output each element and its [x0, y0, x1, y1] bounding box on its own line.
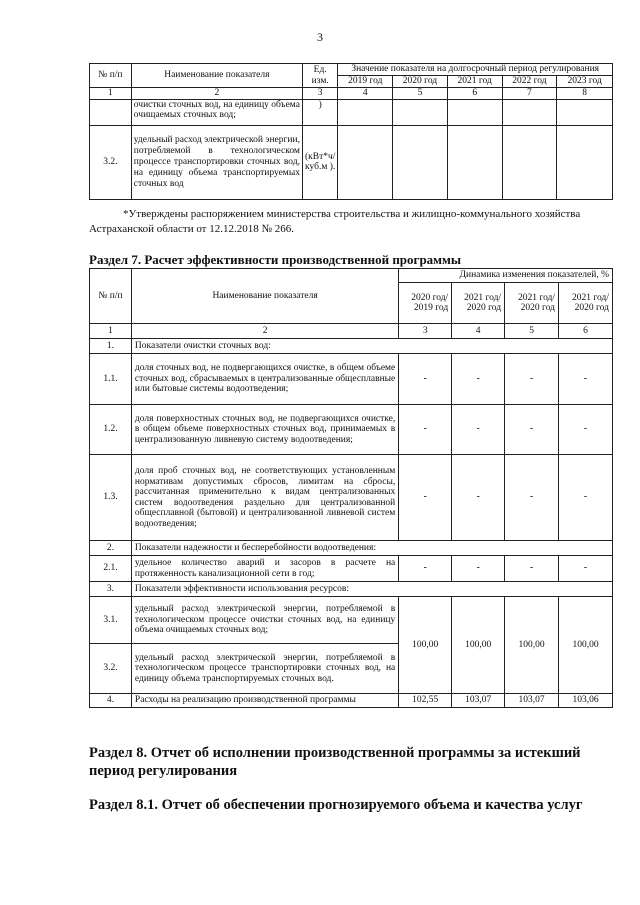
col-number: 1	[90, 324, 132, 339]
table-row	[90, 597, 613, 644]
row-value: 103,06	[559, 694, 613, 708]
col-number: 7	[502, 88, 557, 100]
page-number: 3	[317, 30, 323, 44]
row-num: 1.1.	[90, 354, 132, 405]
row-value: -	[505, 354, 559, 405]
row-value: -	[505, 455, 559, 541]
header-num: № п/п	[90, 64, 132, 88]
col-number: 1	[90, 88, 132, 100]
section-7-title: Раздел 7. Расчет эффективности производственной программы	[89, 252, 462, 267]
row-name: удельный расход электрической энергии, потребляемой в технологическом процессе транспортировки сточных вод, на единицу объема транспортируемых сточных вод.	[131, 644, 398, 694]
group-row	[90, 582, 613, 597]
merged-value: 100,00	[559, 597, 613, 694]
row-name: доля сточных вод, не подвергающихся очистке, в общем объеме сточных вод, сбрасываемых в централизованные общесплавные или бытовые системы водоотведения;	[131, 354, 398, 405]
col-number: 5	[393, 88, 448, 100]
row-num: 3.2.	[90, 644, 132, 694]
group-row	[90, 339, 613, 354]
row-unit: )	[302, 99, 337, 125]
row-num: 1.2.	[90, 405, 132, 455]
row-name: доля поверхностных сточных вод, не подвергающихся очистке, в общем объеме поверхностных сточных вод, принимаемых в централизованную ливневую систему водоотведения;	[131, 405, 398, 455]
table-row	[90, 694, 613, 708]
row-num: 3.1.	[90, 597, 132, 644]
column-numbers-row	[90, 324, 613, 339]
row-name: удельный расход электрической энергии, потребляемой в технологическом процессе транспортировки сточных вод, на единицу объема транспортируемых сточных вод	[131, 125, 302, 199]
row-num: 3.2.	[90, 125, 132, 199]
table-row	[90, 99, 613, 125]
col-number: 3	[399, 324, 452, 339]
row-num: 4.	[90, 694, 132, 708]
target-values-table	[89, 63, 613, 200]
row-name: доля проб сточных вод, не соответствующих установленным нормативам допустимых сбросов, лимитам на сбросы, рассчитанная применительно к видам централизованных систем водоотведения раздельно для централизованной общесплавной (бытовой) и централизованной ливневой систем водоотведения;	[131, 455, 398, 541]
header-period: 2021 год/ 2020 год	[559, 283, 613, 324]
row-num	[90, 99, 132, 125]
section-8-title: Раздел 8. Отчет об исполнении производственной программы за истекший период регулирования	[89, 745, 581, 779]
row-value: -	[559, 556, 613, 582]
group-row	[90, 541, 613, 556]
row-value: -	[559, 405, 613, 455]
row-value: -	[452, 455, 505, 541]
row-name: Расходы на реализацию производственной программы	[131, 694, 398, 708]
row-value: -	[452, 556, 505, 582]
row-value: -	[452, 354, 505, 405]
row-num: 2.	[90, 541, 132, 556]
col-number: 8	[557, 88, 613, 100]
group-title: Показатели эффективности использования ресурсов:	[131, 582, 612, 597]
merged-value: 100,00	[399, 597, 452, 694]
efficiency-table	[89, 268, 613, 708]
col-number: 6	[447, 88, 502, 100]
footnote-line: Астраханской области от 12.12.2018 № 266.	[89, 223, 294, 235]
row-value: -	[452, 405, 505, 455]
col-number: 2	[131, 88, 302, 100]
row-name: удельный расход электрической энергии, потребляемой в технологическом процессе очистки сточных вод, на единицу объема очищаемых сточных вод;	[131, 597, 398, 644]
col-number: 4	[452, 324, 505, 339]
footnote	[89, 207, 615, 237]
group-title: Показатели надежности и бесперебойности водоотведения:	[131, 541, 612, 556]
row-name: очистки сточных вод, на единицу объема очищаемых сточных вод;	[131, 99, 302, 125]
row-value: -	[505, 556, 559, 582]
merged-value: 100,00	[452, 597, 505, 694]
header-year: 2021 год	[447, 76, 502, 88]
header-year: 2022 год	[502, 76, 557, 88]
header-period-group: Значение показателя на долгосрочный период регулирования	[338, 64, 613, 76]
col-number: 4	[338, 88, 393, 100]
row-value: 103,07	[505, 694, 559, 708]
table-row	[90, 405, 613, 455]
row-value: -	[399, 405, 452, 455]
column-numbers-row	[90, 88, 613, 100]
row-value: -	[399, 354, 452, 405]
header-unit: Ед. изм.	[302, 64, 337, 88]
row-num: 3.	[90, 582, 132, 597]
row-num: 2.1.	[90, 556, 132, 582]
table-row	[90, 354, 613, 405]
row-unit: (кВт*ч/ куб.м ).	[302, 125, 337, 199]
row-value: -	[399, 455, 452, 541]
table-row	[90, 556, 613, 582]
footnote-line: *Утверждены распоряжением министерства строительства и жилищно-коммунального хозяйства	[123, 208, 581, 220]
table-row	[90, 125, 613, 199]
header-year: 2020 год	[393, 76, 448, 88]
header-num: № п/п	[90, 269, 132, 324]
row-num: 1.	[90, 339, 132, 354]
col-number: 2	[131, 324, 398, 339]
row-value: -	[505, 405, 559, 455]
header-dynamics-group: Динамика изменения показателей, %	[399, 269, 613, 283]
col-number: 5	[505, 324, 559, 339]
col-number: 6	[559, 324, 613, 339]
header-period: 2021 год/ 2020 год	[452, 283, 505, 324]
header-period: 2021 год/ 2020 год	[505, 283, 559, 324]
row-value: 103,07	[452, 694, 505, 708]
header-name: Наименование показателя	[131, 64, 302, 88]
header-name: Наименование показателя	[131, 269, 398, 324]
header-year: 2023 год	[557, 76, 613, 88]
header-year: 2019 год	[338, 76, 393, 88]
row-value: -	[559, 455, 613, 541]
row-name: удельное количество аварий и засоров в расчете на протяженность канализационной сети в год;	[131, 556, 398, 582]
merged-value: 100,00	[505, 597, 559, 694]
section-8-1-title: Раздел 8.1. Отчет об обеспечении прогнозируемого объема и качества услуг	[89, 797, 583, 813]
row-value: 102,55	[399, 694, 452, 708]
row-value: -	[559, 354, 613, 405]
group-title: Показатели очистки сточных вод:	[131, 339, 612, 354]
col-number: 3	[302, 88, 337, 100]
row-num: 1.3.	[90, 455, 132, 541]
header-period: 2020 год/ 2019 год	[399, 283, 452, 324]
table-row	[90, 455, 613, 541]
row-value: -	[399, 556, 452, 582]
